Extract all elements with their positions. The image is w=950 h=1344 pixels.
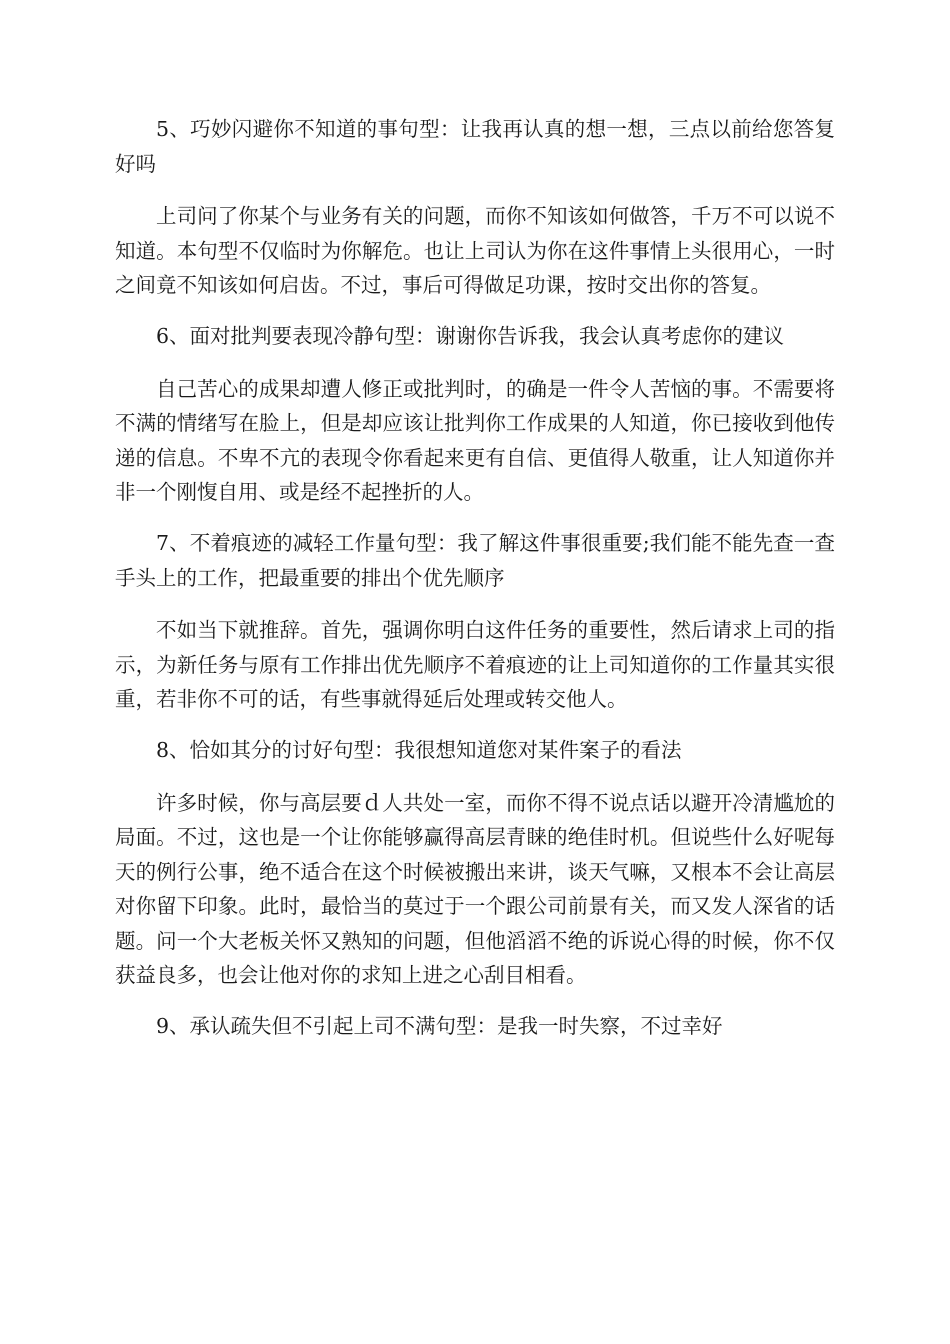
body-paragraph: 许多时候，你与高层要ｄ人共处一室，而你不得不说点话以避开冷清尴尬的局面。不过，这也是一个让你能够赢得高层青睐的绝佳时机。但说些什么好呢每天的例行公事，绝不适合在这个时候被搬出来讲，谈天气嘛，又根本不会让高层对你留下印象。此时，最恰当的莫过于一个跟公司前景有关，而又发人深省的话题。问一个大老板关怀又熟知的问题，但他滔滔不绝的诉说心得的时候，你不仅获益良多，也会让他对你的求知上进之心刮目相看。 <box>115 790 835 988</box>
section-heading-5: 5、巧妙闪避你不知道的事句型：让我再认真的想一想，三点以前给您答复好吗 <box>115 117 835 176</box>
body-paragraph: 上司问了你某个与业务有关的问题，而你不知该如何做答，千万不可以说不知道。本句型不仅临时为你解危。也让上司认为你在这件事情上头很用心，一时之间竟不知该如何启齿。不过，事后可得做足功课，按时交出你的答复。 <box>115 204 835 298</box>
document-body <box>115 112 835 1062</box>
section-heading-8: 8、恰如其分的讨好句型：我很想知道您对某件案子的看法 <box>156 737 682 762</box>
section-heading-7: 7、不着痕迹的减轻工作量句型：我了解这件事很重要;我们能不能先查一查手头上的工作，把最重要的排出个优先顺序 <box>115 530 835 590</box>
section-heading-6: 6、面对批判要表现冷静句型：谢谢你告诉我，我会认真考虑你的建议 <box>156 323 785 348</box>
body-paragraph: 不如当下就推辞。首先，强调你明白这件任务的重要性，然后请求上司的指示，为新任务与原有工作排出优先顺序不着痕迹的让上司知道你的工作量其实很重，若非你不可的话，有些事就得延后处理或转交他人。 <box>115 618 835 712</box>
section-heading-9: 9、承认疏失但不引起上司不满句型：是我一时失察，不过幸好 <box>156 1014 723 1039</box>
body-paragraph: 自己苦心的成果却遭人修正或批判时，的确是一件令人苦恼的事。不需要将不满的情绪写在脸上，但是却应该让批判你工作成果的人知道，你已接收到他传递的信息。不卑不亢的表现令你看起来更有自信、更值得人敬重，让人知道你并非一个刚愎自用、或是经不起挫折的人。 <box>115 376 835 505</box>
